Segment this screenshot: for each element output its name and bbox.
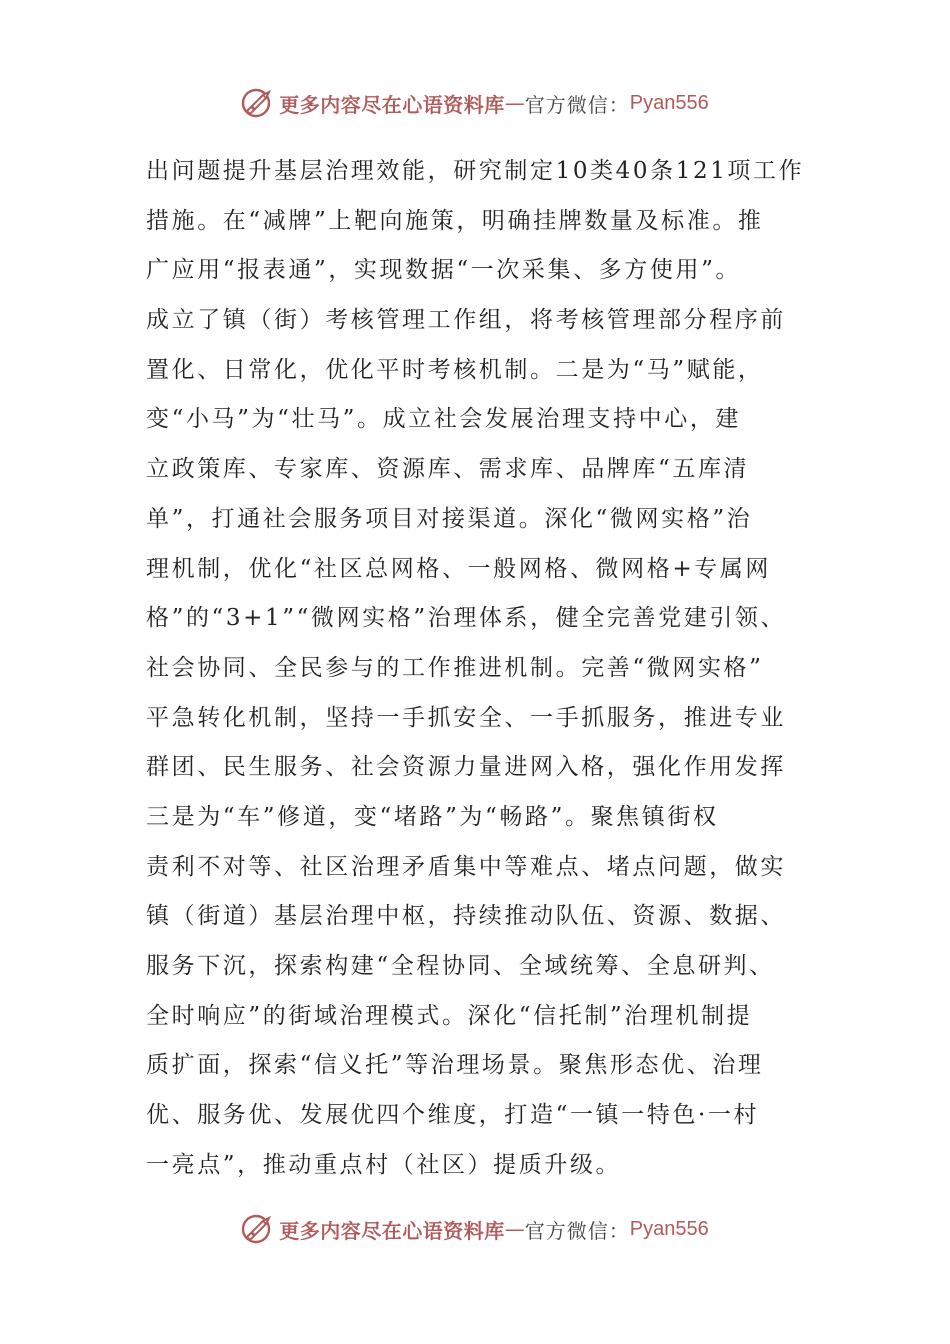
body-line: 服务下沉，探索构建“全程协同、全域统筹、全息研判、 — [146, 953, 775, 979]
body-line: 平急转化机制，坚持一手抓安全、一手抓服务，推进专业 — [146, 704, 786, 731]
body-line: 三是为“车”修道，变“堵路”为“畅路”。聚焦镇街权 — [146, 803, 719, 830]
body-line: 质扩面，探索“信义托”等治理场景。聚焦形态优、治理 — [146, 1052, 764, 1079]
body-line: 镇（街道）基层治理中枢，持续推动队伍、资源、数据、 — [146, 903, 786, 930]
footer-wechat-id: Pyan556 — [629, 1217, 709, 1240]
body-line: 出问题提升基层治理效能，研究制定10类40条121项工作 — [146, 158, 805, 184]
body-line: 单”，打通社会服务项目对接渠道。深化“微网实格”治 — [146, 505, 753, 532]
body-line: 群团、民生服务、社会资源力量进网入格，强化作用发挥 — [146, 754, 786, 781]
document-body — [146, 147, 846, 1190]
header-wechat-id: Pyan556 — [629, 91, 709, 114]
body-line: 优、服务优、发展优四个维度，打造“一镇一特色·一村 — [146, 1102, 760, 1129]
body-line: 立政策库、专家库、资源库、需求库、品牌库“五库清 — [146, 456, 750, 483]
body-line: 成立了镇（街）考核管理工作组，将考核管理部分程序前 — [146, 307, 786, 334]
header-official-label: 官方微信： — [524, 92, 630, 117]
body-line: 责利不对等、社区治理矛盾集中等难点、堵点问题，做实 — [146, 853, 786, 880]
header-brand-text: 更多内容尽在心语资料库 — [279, 92, 505, 117]
footer-banner — [0, 1212, 950, 1246]
footer-official-label: 官方微信： — [524, 1218, 630, 1243]
header-dash: — — [504, 91, 525, 115]
body-line: 广应用“报表通”，实现数据“一次采集、多方使用”。 — [146, 257, 742, 284]
body-line: 措施。在“减牌”上靶向施策，明确挂牌数量及标准。推 — [146, 207, 764, 234]
body-line: 理机制，优化“社区总网格、一般网格、微网格+专属网 — [146, 555, 772, 582]
body-line: 社会协同、全民参与的工作推进机制。完善“微网实格” — [146, 654, 764, 681]
body-line: 格”的“3+1”“微网实格”治理体系，健全完善党建引领、 — [146, 605, 787, 632]
body-line: 全时响应”的街域治理模式。深化“信托制”治理机制提 — [146, 1002, 753, 1029]
body-line: 变“小马”为“壮马”。成立社会发展治理支持中心，建 — [146, 406, 742, 433]
body-line: 置化、日常化，优化平时考核机制。二是为“马”赋能， — [146, 356, 764, 383]
header-banner — [0, 86, 950, 120]
pen-nib-logo-icon — [241, 1212, 275, 1246]
footer-dash: — — [504, 1217, 525, 1241]
footer-brand-text: 更多内容尽在心语资料库 — [279, 1218, 505, 1243]
pen-nib-logo-icon — [241, 86, 275, 120]
body-line: 一亮点”，推动重点村（社区）提质升级。 — [146, 1151, 622, 1178]
